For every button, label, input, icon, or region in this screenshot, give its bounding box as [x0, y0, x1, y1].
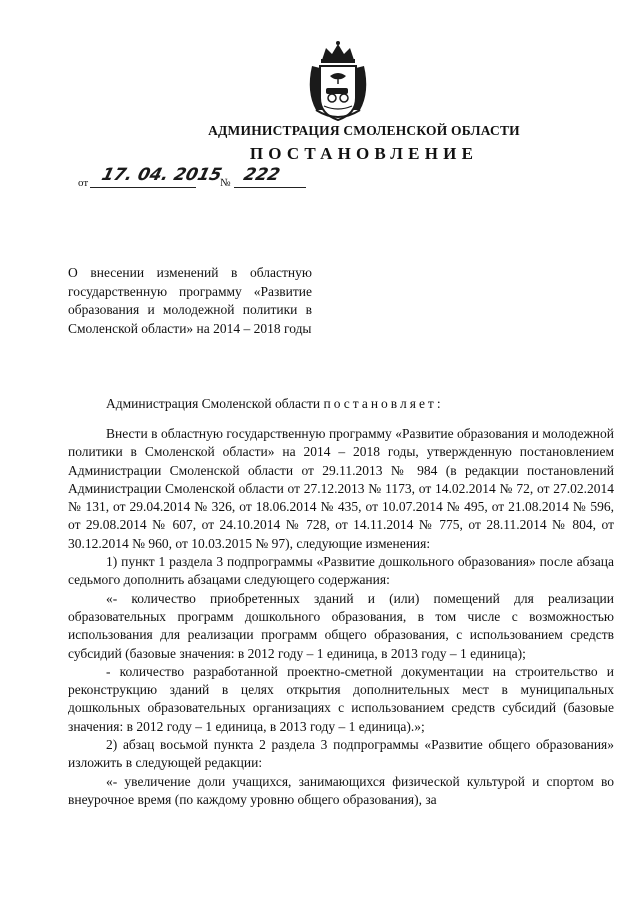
preamble-decree-word: постановляет:	[323, 396, 444, 411]
body-paragraph: «- увеличение доли учащихся, занимающихся физической культурой и спортом во внеурочное время (по каждому уровню общего образования), за	[68, 773, 614, 807]
date-label: от	[78, 177, 89, 189]
body-paragraph: - количество разработанной проектно-сметной документации на строительство и реконструкцию зданий в целях открытия дополнительных мест в муниципальных дошкольных образовательных организациях с использованием средств субсидий (базовые значения: в 2012 году – 1 единица, в 2013 году – 1 единица).»;	[68, 663, 614, 734]
handwritten-date: 17. 04. 2015	[99, 165, 224, 185]
body-paragraph: 2) абзац восьмой пункта 2 раздела 3 подпрограммы «Развитие общего образования» изложить в следующей редакции:	[68, 737, 614, 771]
document-subject: О внесении изменений в областную государственную программу «Развитие образования и молодежной политики в Смоленской области» на 2014 – 2018 годы	[68, 265, 312, 337]
body-paragraph: Внести в областную государственную программу «Развитие образования и молодежной политики в Смоленской области» на 2014 – 2018 годы, утвержденную постановлением Администрации Смоленской области от 29.11.2013 № 984 (в редакции постановлений Администрации Смоленской области от 27.12.2013 № 1173, от 14.02.2014 № 72, от 27.02.2014 № 131, от 29.04.2014 № 326, от 18.06.2014 № 435, от 10.07.2014 № 495, от 21.08.2014 № 596, от 29.08.2014 № 607, от 24.10.2014 № 728, от 14.11.2014 № 775, от 28.11.2014 № 804, от 30.12.2014 № 960, от 10.03.2015 № 97), следующие изменения:	[68, 426, 614, 551]
org-name: АДМИНИСТРАЦИЯ СМОЛЕНСКОЙ ОБЛАСТИ	[208, 123, 520, 138]
coat-of-arms-icon	[302, 40, 374, 124]
preamble	[68, 395, 614, 413]
document-title: ПОСТАНОВЛЕНИЕ	[249, 144, 479, 163]
document-body	[68, 425, 614, 809]
body-paragraph: 1) пункт 1 раздела 3 подпрограммы «Развитие дошкольного образования» после абзаца седьмого дополнить абзацами следующего содержания:	[68, 554, 614, 588]
number-field	[234, 165, 306, 188]
preamble-text: Администрация Смоленской области	[106, 396, 324, 411]
body-paragraph: «- количество приобретенных зданий и (или) помещений для реализации образовательных программ дошкольного образования, в том числе с возможностью использования для реализации программ общего образования, с использованием средств субсидий (базовые значения: в 2012 году – 1 единица, в 2013 году – 1 единица);	[68, 590, 614, 661]
date-field	[90, 165, 224, 188]
number-label: №	[220, 177, 231, 189]
handwritten-number: 222	[241, 165, 282, 185]
